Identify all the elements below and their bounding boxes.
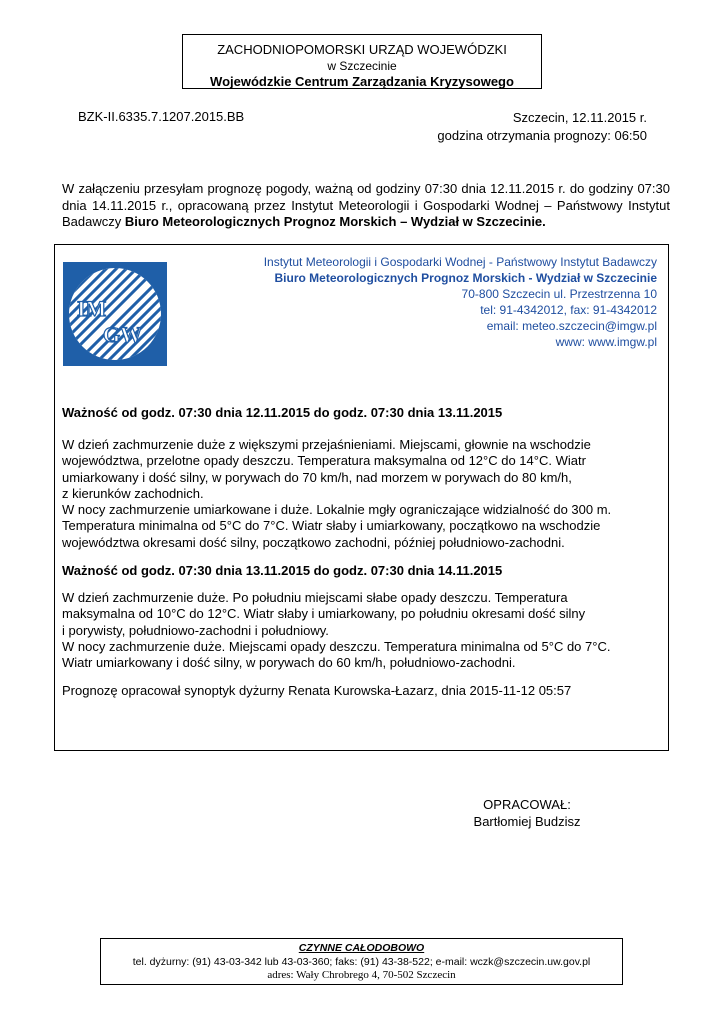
logo-text-top: IM [77, 296, 107, 321]
imgw-line-4: tel: 91-4342012, fax: 91-4342012 [480, 303, 657, 317]
forecaster-note: Prognozę opracował synoptyk dyżurny Renata Kurowska-Łazarz, dnia 2015-11-12 05:57 [62, 683, 572, 698]
footer-contact: tel. dyżurny: (91) 43-03-342 lub 43-03-360; faks: (91) 43-38-522; e-mail: wczk@szczecin.uw.gov.pl [132, 955, 591, 968]
received-line: godzina otrzymania prognozy: 06:50 [437, 128, 647, 143]
section1-title: Ważność od godz. 07:30 dnia 12.11.2015 do godz. 07:30 dnia 13.11.2015 [62, 405, 503, 420]
imgw-email: email: meteo.szczecin@imgw.pl [486, 319, 657, 333]
footer-title: CZYNNE CAŁODOBOWO [298, 942, 425, 954]
section2-line: Wiatr umiarkowany i dość silny, w porywach do 60 km/h, południowo-zachodni. [62, 655, 516, 671]
section2-line: i porywisty, południowo-zachodni i południowy. [62, 622, 329, 638]
section2-line: W nocy zachmurzenie duże. Miejscami opady deszczu. Temperatura minimalna od 5°C do 7°C. [62, 638, 611, 654]
section1-text [62, 437, 662, 551]
header-line-2: w Szczecinie [327, 59, 397, 73]
section2-text [62, 590, 662, 671]
date-line: Szczecin, 12.11.2015 r. [512, 110, 647, 125]
section1-line: województwa okresami dość silny, początkowo zachodni, później południowo-zachodni. [62, 534, 565, 550]
imgw-line-1: Instytut Meteorologii i Gospodarki Wodnej - Państwowy Instytut Badawczy [263, 255, 657, 269]
section1-line: z kierunków zachodnich. [62, 485, 204, 501]
section2-line: W dzień zachmurzenie duże. Po południu miejscami słabe opady deszczu. Temperatura [62, 590, 568, 605]
logo-text-bottom: GW [103, 322, 143, 347]
signature-label: OPRACOWAŁ: [483, 797, 571, 812]
imgw-logo-icon [63, 262, 167, 366]
imgw-line-3: 70-800 Szczecin ul. Przestrzenna 10 [461, 287, 657, 301]
intro-paragraph [62, 181, 670, 231]
imgw-www: www: www.imgw.pl [555, 335, 657, 349]
date-block [437, 109, 647, 145]
footer-box [100, 938, 623, 985]
footer-address: adres: Wały Chrobrego 4, 70-502 Szczecin [267, 969, 456, 981]
imgw-line-2: Biuro Meteorologicznych Prognoz Morskich - Wydział w Szczecinie [274, 271, 657, 285]
section1-line: W nocy zachmurzenie umiarkowane i duże. Lokalnie mgły ograniczające widzialność do 300 m. [62, 502, 612, 518]
reference-number: BZK-II.6335.7.1207.2015.BB [78, 109, 245, 124]
imgw-contact-info [264, 254, 657, 350]
section2-title: Ważność od godz. 07:30 dnia 13.11.2015 do godz. 07:30 dnia 14.11.2015 [62, 563, 503, 578]
signature-name: Bartłomiej Budzisz [473, 814, 581, 829]
office-header [182, 34, 542, 89]
intro-bureau: Biuro Meteorologicznych Prognoz Morskich – Wydział w Szczecinie. [124, 214, 546, 229]
section1-line: Temperatura minimalna od 5°C do 7°C. Wiatr słaby i umiarkowany, początkowo na wschodzie [62, 518, 601, 534]
signature-block [472, 796, 582, 830]
section1-line: W dzień zachmurzenie duże z większymi przejaśnieniami. Miejscami, głownie na wschodzie [62, 437, 591, 452]
intro-text: W załączeniu przesyłam prognozę pogody, ważną od godziny 07:30 dnia 12.11.2015 r. do godziny 07:30 dnia 14.11.2015 r., opracowaną przez Instytut Meteorologii i Gospodarki Wodnej – Państwowy Instytut Badawczy [62, 181, 670, 229]
header-line-3: Wojewódzkie Centrum Zarządzania Kryzysowego [210, 74, 514, 89]
section1-line: umiarkowany i dość silny, w porywach do 70 km/h, nad morzem w porywach do 80 km/h, [62, 469, 572, 485]
header-line-1: ZACHODNIOPOMORSKI URZĄD WOJEWÓDZKI [217, 42, 507, 57]
section1-line: województwa, przelotne opady deszczu. Temperatura maksymalna od 12°C do 14°C. Wiatr [62, 453, 586, 469]
section2-line: maksymalna od 10°C do 12°C. Wiatr słaby i umiarkowany, po południu okresami dość silny [62, 606, 586, 622]
